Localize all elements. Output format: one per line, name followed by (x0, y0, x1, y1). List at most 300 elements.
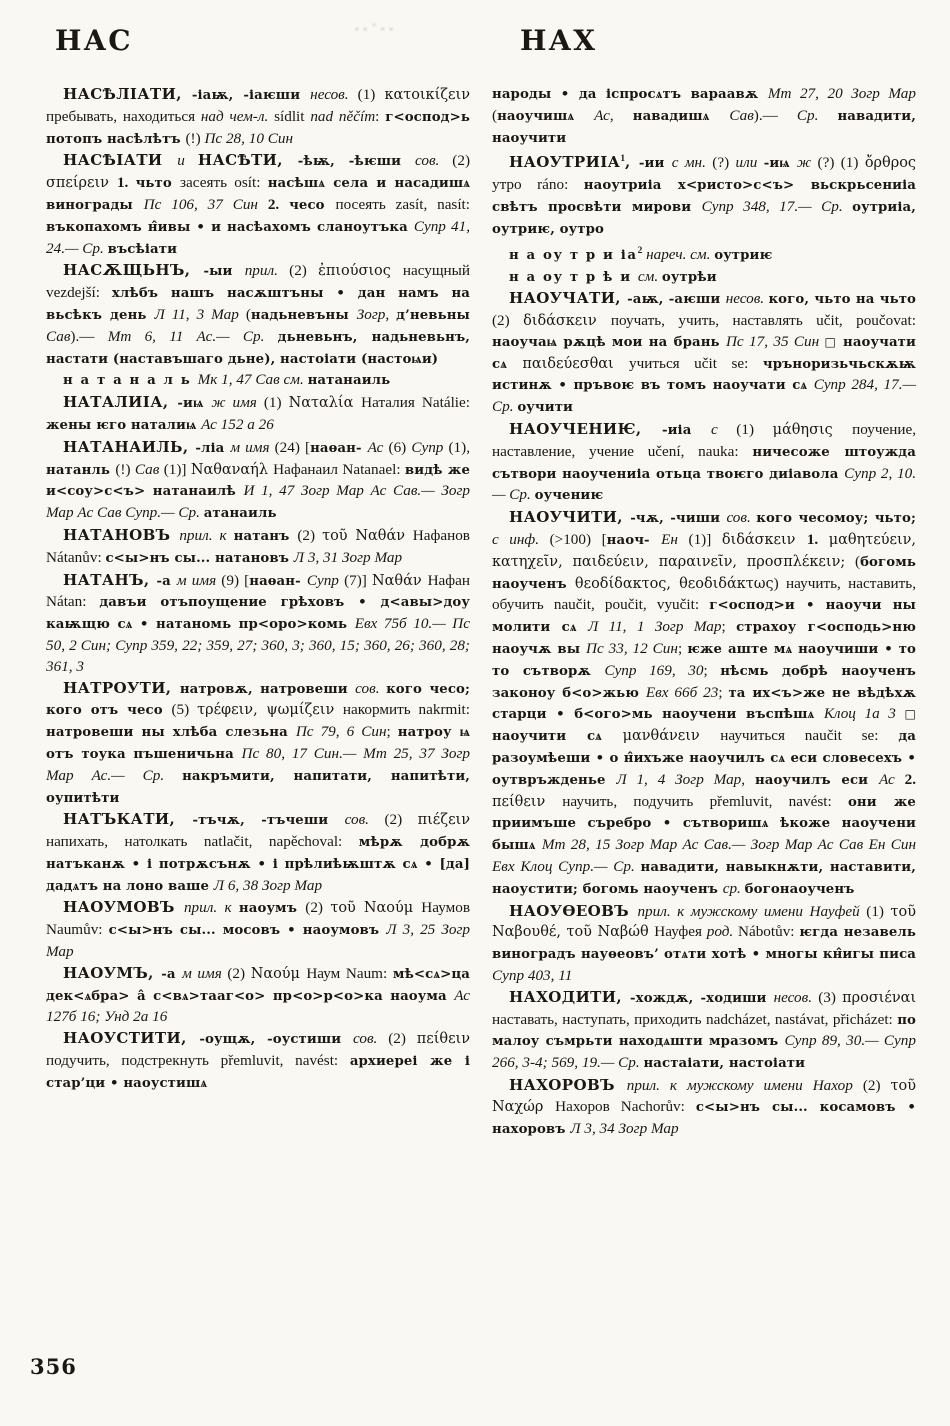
dictionary-entry (492, 149, 916, 240)
text-run: несов. (773, 988, 819, 1006)
text-run: Ас 127б 16; Унд 2а 16 (46, 986, 470, 1026)
text-run: жены ѥго наталиѩ (46, 417, 202, 433)
dictionary-entry (46, 1028, 470, 1094)
text-run: м имя (176, 571, 222, 589)
text-run: Пс 28, 10 Син (204, 129, 293, 147)
text-run: сов. (726, 509, 757, 527)
dictionary-entry (492, 507, 916, 900)
text-run: или (735, 154, 764, 172)
text-run: Л 6, 38 Зогр Мар (213, 876, 323, 894)
text-run: прил. к мужскому имени Нахор (626, 1076, 863, 1094)
text-run: Супр 41, 24.— Ср. (46, 217, 470, 257)
text-run: да разоумѣеши • о н̂ихъже наоучилъ сѧ еси словесехъ • оутвръжденье (492, 729, 916, 788)
text-run: наоучаѩ рѫцѣ мои на брань (492, 334, 726, 350)
text-run: въкопахомъ н̂ивы • и насѣахомъ сланоутъка (46, 219, 414, 235)
text-run: надьневъны (250, 307, 357, 323)
text-run: 1. (806, 531, 829, 549)
text-run: н а оу т р и іа (509, 247, 638, 263)
text-run: несов. (725, 290, 769, 308)
text-run: (1) (736, 421, 773, 439)
dictionary-entry-crossref (492, 241, 916, 267)
text-run: посеять zasít, nasít: (335, 195, 471, 213)
text-run: наоучишѧ (497, 108, 595, 124)
text-run: засеять osít: (180, 174, 268, 192)
text-run: см. (637, 267, 662, 285)
text-run: Nábotův: (737, 923, 800, 941)
text-run: Ен (661, 531, 689, 549)
dictionary-entry (492, 1075, 916, 1140)
text-run: 1. (116, 174, 136, 192)
text-run: προσιέναι (842, 989, 916, 1006)
text-run: оутрѣи (661, 269, 717, 285)
text-run: Зогр (356, 305, 386, 323)
text-run: -хождѫ, -ходиши (630, 990, 774, 1006)
text-run: Мт 27, 20 Зогр Мар (767, 85, 916, 102)
text-run: (1) (263, 394, 289, 412)
text-run: насущный vezdejší: (46, 262, 471, 302)
dictionary-entry (46, 809, 470, 897)
text-run: ѥгда незавель виноградъ науѳеовъ’ отѧти хотѣ • многы кн̂игы писа (492, 925, 916, 963)
text-run: кого чесо; кого отъ чесо (46, 681, 471, 719)
text-run: Ναθαναήλ (190, 461, 274, 478)
text-run: Пс 80, 17 Син.— Мт 25, 37 Зогр Мар Ас.— Ср. (46, 744, 470, 784)
text-run: НАОУѲЕОВЪ (509, 901, 638, 920)
text-run: 1 (620, 154, 626, 165)
text-run: : (375, 107, 386, 125)
text-run: ( (492, 106, 498, 124)
dictionary-entry (46, 897, 470, 962)
text-run: ничесоже штоужда сътвори наоучениіа отьца твоѥго диіавола (492, 444, 916, 482)
text-run: НАОУЧИТИ, (509, 508, 631, 527)
text-run: напихать, натолкать natlačit, napěchoval: (46, 833, 359, 851)
text-run: сов. (355, 679, 387, 697)
text-run: г<оспод>ь потопъ насѣлѣтъ (46, 109, 470, 147)
text-run: сов. (352, 1030, 389, 1048)
text-run: □ (824, 334, 843, 349)
dictionary-entry (46, 525, 470, 570)
dictionary-entry-continuation (492, 84, 916, 149)
text-run: НАОУМЪ, (63, 963, 162, 982)
dictionary-entry (492, 987, 916, 1075)
text-run: оутриѥ (714, 247, 773, 263)
text-run: настаіати, настоіати (643, 1056, 806, 1072)
text-run: -иѩ (177, 396, 212, 412)
text-run: НАСѢІАТИ (63, 151, 178, 170)
text-run: пребывать, находиться (46, 107, 201, 125)
text-run: НАОУМОВЪ (63, 898, 184, 917)
text-run: натровѫ, натровеши (179, 681, 356, 697)
text-run: Пс 33, 12 Син (586, 640, 678, 658)
text-run: Пс 17, 35 Син (725, 332, 825, 350)
text-run: ὄρθρος (864, 155, 916, 172)
text-run: Ас (878, 770, 905, 788)
text-run: научить, подучить přemluvit, navést: (562, 792, 848, 810)
text-run: (2) (384, 811, 418, 829)
text-run: натанъ (233, 528, 298, 544)
text-run: -іаѭ, -іаѥши (181, 88, 311, 103)
text-run: с (710, 421, 737, 439)
text-run: (1)] (688, 531, 722, 549)
text-run: ).— (70, 327, 108, 345)
dictionary-entry (46, 963, 470, 1028)
text-run: Нафанаил Natanael: (273, 460, 405, 478)
text-run: н а оу т р ѣ и (509, 269, 638, 285)
text-run: наоучилъ еси (754, 772, 879, 788)
text-run: НАХОРОВЪ (509, 1075, 627, 1094)
text-run: Пс 79, 6 Син (295, 723, 387, 741)
text-run: Пс 106, 37 Син (143, 195, 268, 213)
text-run: натровеши ны хлѣба слезьна (46, 725, 296, 741)
text-run: Супр 348, 17.— Ср. (701, 198, 853, 216)
text-run: НАОУЧЕНИѤ, (509, 420, 662, 439)
text-run: -а (161, 966, 183, 982)
text-run: над чем-л. (200, 107, 275, 125)
text-run: наоч- (606, 533, 662, 549)
text-run: утро ráno: (492, 176, 584, 194)
text-run: въсѣіати (107, 241, 178, 257)
text-run: (!) (185, 129, 205, 147)
text-run: наоутриіа х<ристо>с<ъ> вьскрьсениіа свѣтъ просвѣти мирови (492, 178, 916, 216)
text-run: 2. (904, 770, 916, 788)
text-run: атанаиль (203, 506, 277, 522)
text-run: ; (703, 661, 721, 679)
text-run: Супр (306, 571, 345, 589)
text-run: Нафанов Nátanův: (46, 526, 470, 566)
text-run: τοῦ Ναούμ (330, 900, 422, 917)
dictionary-entry (46, 678, 470, 810)
text-run: с мн. (671, 154, 713, 172)
text-run: наставать, наступать, приходить nadcházet, nastávat, přicházet: (492, 1010, 898, 1028)
text-run: Сав (729, 106, 754, 124)
text-run: м имя (182, 964, 228, 982)
text-run: τρέφειν, ψωμίζειν (197, 702, 343, 719)
text-run: наоумъ (238, 901, 306, 917)
text-run: μαθητεύειν, κατηχεῖν, παιδεύειν, παραινεῖν, προσπλέκειν; (492, 532, 916, 570)
text-run: народы • да іспросѧтъ вараавѫ (492, 87, 768, 102)
text-run: сов. (344, 811, 385, 829)
text-run: Наумов Naumův: (46, 899, 470, 939)
text-run: м имя (230, 438, 275, 456)
text-run: (7)] (344, 571, 372, 589)
running-head-right: НАХ (520, 24, 597, 57)
text-run: Л 11, 3 Мар (154, 305, 246, 323)
text-run: поучать, учить, наставлять učit, poučovat: (610, 312, 916, 330)
text-run: πείθειν (416, 1031, 470, 1048)
text-run: Ср. (796, 106, 838, 124)
text-run: Супр (411, 438, 449, 456)
text-run: ; (386, 723, 398, 741)
dictionary-entry-crossref (492, 267, 916, 289)
text-run: Супр 89, 30.— Супр 266, 3-4; 569, 19.— Ср. (492, 1032, 916, 1072)
text-run: -тъчѫ, -тъчеши (192, 813, 345, 829)
text-run: ( (245, 305, 251, 323)
text-run: Сав (134, 460, 164, 478)
text-run: μανθάνειν (622, 728, 721, 745)
text-run: мѣ<сѧ>ца дек<ѧбра> а̂ с<вѧ>тааг<о> пр<о>р<о>ка наоума (46, 966, 470, 1004)
text-run: □ (904, 707, 916, 722)
text-run: Супр 169, 30 (604, 661, 704, 679)
text-run: НАТЪКАТИ, (63, 810, 193, 829)
text-run: μάθησις (772, 422, 853, 439)
text-run: -ѣѭ, -ѣѥши (297, 154, 415, 170)
text-run: κατοικίζειν (384, 87, 470, 103)
text-run: натанль (46, 462, 116, 478)
text-run: ж имя (211, 394, 264, 412)
text-run: И 1, 47 Зогр Мар Ас Сав.— Зогр Мар Ас Сав Супр.— Ср. (46, 482, 470, 522)
text-run: -ліа (195, 440, 231, 456)
text-run: оучениѥ (534, 488, 604, 504)
text-run: Евх 66б 23 (645, 683, 719, 701)
text-run: НАТРОУТИ, (63, 678, 180, 697)
text-run: г<оспод>и • наоучи ны молити сѧ (492, 598, 916, 636)
text-run: (2) (862, 1076, 891, 1094)
text-run: учиться učit se: (629, 354, 763, 372)
text-run: -а (156, 573, 177, 589)
text-run: подучить, подстрекнуть přemluvit, navést: (46, 1052, 350, 1070)
text-run: с<ы>нъ сы... косамовъ • нахоровъ (492, 1099, 916, 1137)
text-run: Ас 152 а 26 (201, 415, 274, 433)
text-run: оутриіа, оутриѥ, оутро (492, 200, 916, 237)
dictionary-entry (46, 84, 470, 150)
text-run: та их<ъ>же не вѣдѣхѫ старци • б<ого>мь наоучени въспѣшѧ (492, 685, 916, 723)
text-run: богомь наоученъ (492, 554, 916, 592)
text-run: НАТАНАИЛЬ, (63, 437, 196, 456)
text-run: (?) (1) (817, 154, 865, 172)
text-run: НАОУСТИТИ, (63, 1029, 200, 1048)
text-run: διδάσκειν (721, 532, 807, 549)
text-run: НАОУТРИІА (509, 153, 621, 172)
text-run: сов. (414, 152, 453, 170)
text-run: (?) (712, 154, 736, 172)
text-run: (5) (171, 701, 198, 719)
ink-smudge: ∙·˙∙· (355, 22, 398, 38)
text-run: насѣшѧ села и насадишѧ винограды (46, 176, 471, 213)
dictionary-entry (46, 437, 470, 525)
text-run: (1)] (163, 460, 191, 478)
text-run: чьто (135, 176, 181, 192)
text-run: -иѩ (763, 156, 797, 172)
text-run: Л 3, 34 Зогр Мар (570, 1119, 679, 1137)
text-run: Ναούμ (250, 965, 307, 982)
text-run: с инф. (492, 531, 550, 549)
text-run: натроу ѩ отъ тоука пъшеничьна (46, 725, 470, 762)
text-run: (3) (818, 988, 843, 1006)
text-run: -ии (638, 156, 672, 172)
text-run: и (177, 152, 198, 170)
text-run: (2) (452, 152, 471, 170)
text-run: они же приимъше съребро • сътворишѧ ѣкоже наоучени бышѧ (492, 794, 916, 854)
text-run: (>100) [ (549, 531, 607, 549)
dictionary-entry (492, 419, 916, 507)
text-run: кого, чьто на чьто (768, 292, 916, 308)
text-run: -оущѫ, -оустиши (199, 1032, 353, 1048)
text-run: НАСѢТИ, (197, 151, 298, 170)
text-run: наоучати сѧ (492, 334, 916, 372)
text-run: дьневьнъ, надьневьнъ, настати (наставъшаго дьне), настоіати (настоѩи) (46, 329, 470, 367)
text-run: хлѣбъ нашъ насѫштъны • дан намъ на вьсѣкъ день (46, 286, 470, 323)
text-run: НАХОДИТИ, (509, 987, 631, 1006)
running-header (0, 0, 950, 84)
text-run: sídlit (274, 107, 311, 125)
text-run: -ыи (203, 264, 245, 280)
text-run: τοῦ Ναχώρ (492, 1077, 916, 1115)
text-run: , (625, 153, 639, 172)
text-run: (1), (448, 438, 470, 456)
text-run: τοῦ Ναβουθέ, τοῦ Ναβώθ (492, 903, 916, 941)
text-run: ж (797, 154, 818, 172)
text-run: н а т а н а л ь (63, 373, 198, 389)
text-run: διδάσκειν (523, 313, 611, 330)
text-run: Наум Naum: (306, 964, 393, 982)
dictionary-entry-crossref (46, 370, 470, 392)
text-run: НАОУЧАТИ, (509, 289, 628, 308)
text-run: , (609, 106, 633, 124)
text-run: Л 3, 31 Зогр Мар (293, 548, 403, 566)
text-run: (1) (866, 902, 891, 920)
text-run: Наталия Natálie: (361, 394, 470, 412)
text-run: , (741, 770, 755, 788)
dictionary-entry (46, 392, 470, 437)
text-run: прил. (244, 262, 290, 280)
text-run: πιέζειν (417, 812, 470, 829)
text-run: (2) (388, 1030, 417, 1048)
text-run: (24) [ (274, 438, 311, 456)
text-run: давъи отъпоущение грѣховъ • д<авы>доу каѭщю сѧ • натаномь пр<оро>комь (46, 595, 471, 633)
text-run: σπείρειν (46, 175, 117, 192)
text-run: Науфея (654, 923, 707, 941)
text-run: род. (706, 923, 738, 941)
text-run: Мк 1, 47 Сав см. (197, 371, 308, 389)
column-right (492, 84, 916, 1358)
text-run: (!) (115, 460, 135, 478)
text-run: (2) (297, 526, 323, 544)
running-head-left: НАС (55, 24, 133, 57)
text-run: Ас (367, 438, 389, 456)
text-run: Клоц 1а 3 (823, 705, 905, 723)
text-run: 2 (637, 245, 643, 256)
text-run: πείθειν (492, 793, 563, 810)
text-run: 2. (267, 195, 290, 213)
text-run: θεοδίδακτος, θεοδιδάκτως (574, 575, 774, 592)
text-run: несов. (310, 86, 358, 103)
text-run: -аѭ, -аѥши (627, 292, 726, 308)
text-run: παιδεύεσθαι (522, 355, 630, 372)
text-run: τοῦ Ναθάν (322, 527, 413, 544)
text-run: страхоу г<осподь>ню наоучѫ вы (492, 620, 916, 658)
text-run: д’невьны (396, 307, 470, 323)
text-run: ; (721, 618, 737, 636)
text-run: наоучити сѧ (492, 729, 623, 745)
text-run: ).— (753, 106, 797, 124)
text-run: НАТАЛИІА, (63, 393, 178, 412)
text-run: ) научить, наставить, обучить naučit, poučit, vyučit: (492, 574, 916, 614)
text-run: оучити (517, 400, 574, 416)
text-run: (2) (289, 262, 319, 280)
text-run: Нахоров Nachorův: (555, 1097, 696, 1115)
text-run: Супр 403, 11 (492, 967, 573, 984)
text-run: , (385, 305, 397, 323)
dictionary-entry (492, 288, 916, 419)
text-run: богонаоученъ (744, 881, 855, 897)
text-run: (2) (227, 964, 251, 982)
text-run: нареч. см. (646, 245, 715, 263)
text-run: -иіа (661, 423, 711, 439)
text-run: архиереі же і стар’ци • наоустишѧ (46, 1054, 471, 1091)
text-run: прил. к мужскому имени Науфей (637, 902, 867, 920)
text-run: НАСѪЩЬНЪ, (63, 261, 204, 280)
dictionary-entry (492, 901, 916, 987)
text-run: нѣсмь добрѣ наоученъ законоу б<о>жью (492, 663, 916, 701)
text-run: Л 1, 4 Зогр Мар (616, 770, 742, 788)
text-run: Сав (46, 327, 71, 345)
text-run: ѥже аште мѧ наоучиши • то то сътворѫ (492, 642, 916, 679)
text-run: НАСѢЛІАТИ, (63, 85, 182, 103)
text-run: (2) (492, 312, 524, 330)
text-run: прил. к (179, 526, 234, 544)
text-run: навадишѧ (632, 108, 730, 124)
text-run: ; (677, 640, 688, 658)
text-run: кого чесомоу; чьто; (756, 511, 916, 527)
text-run: чръноризьчьскѫѭ истинѫ • пръвоѥ въ томъ наоучати сѧ (492, 356, 916, 394)
text-run: натанаиль (307, 373, 391, 389)
text-run: прил. к (183, 899, 239, 917)
text-run: НАТАНЪ, (63, 570, 157, 589)
text-run: Супр 2, 10.— Ср. (492, 464, 916, 504)
text-run: ср. (722, 879, 745, 897)
text-run: видѣ же и<соу>с<ъ> натанаилѣ (46, 462, 471, 500)
text-run: навадити, наоучити (492, 108, 916, 146)
text-run: (2) (305, 899, 331, 917)
text-run: Ас (594, 106, 610, 124)
dictionary-entry (46, 260, 470, 370)
text-run: Л 3, 25 Зогр Мар (46, 921, 470, 961)
text-run: Ναταλία (288, 395, 362, 412)
text-run: Мт 6, 11 Ас.— Ср. (107, 327, 278, 345)
text-run: НАТАНОВЪ (63, 525, 180, 544)
text-run: по малоу съмрьти находѧшти мразомъ (492, 1012, 916, 1050)
text-run: (9) [ (221, 571, 250, 589)
text-run: ; (718, 683, 729, 701)
text-run: ἐπιούσιος (318, 263, 403, 280)
text-run: -чѫ, -чиши (630, 511, 727, 527)
text-run: Ναθάν (372, 572, 428, 589)
text-run: Мт 28, 15 Зогр Мар Ас Сав.— Зогр Мар Ас Сав Ен Син Евх Клоц Супр.— Ср. (492, 836, 916, 876)
text-run: накръмити, напитати, напитѣти, оупитѣти (46, 768, 471, 806)
text-run: наѳан- (310, 440, 368, 456)
text-run: (1) (357, 86, 385, 103)
text-run: научиться naučit se: (720, 727, 899, 745)
text-run: наѳан- (249, 573, 307, 589)
text-run: (6) (388, 438, 412, 456)
text-run: Супр 284, 17.— Ср. (492, 376, 916, 416)
dictionary-entry (46, 150, 470, 260)
text-run: nad něčím (310, 107, 376, 125)
text-run: Евх 75б 10.— Пс 50, 2 Син; Супр 359, 22; 359, 27; 360, 3; 360, 15; 360, 26; 360, 28; 361, 3 (46, 615, 471, 675)
text-run: Л 11, 1 Зогр Мар (587, 618, 722, 636)
text-run: чесо (289, 197, 336, 213)
page-number: 356 (30, 1354, 77, 1379)
text-run: Нафан Nátan: (46, 571, 470, 611)
text-columns (46, 84, 916, 1358)
column-left (46, 84, 470, 1358)
text-run: с<ы>нъ сы... натановъ (105, 550, 294, 566)
text-run: навадити, навыкнѫти, наставити, наоустити; богомь наоученъ (492, 860, 916, 897)
text-run: ( (855, 552, 861, 570)
text-run: поучение, наставление, учение učení, nauka: (492, 421, 916, 460)
text-run: с<ы>нъ сы... мосовъ • наоумовъ (108, 923, 387, 939)
text-run: мѣрѫ добрѫ натъканѫ • і потрѫсънѫ • і прѣлиѣѭштѫ сѧ • [да] дадѧтъ на лоно ваше (46, 835, 470, 894)
text-run: накормить nakrmit: (342, 701, 470, 719)
